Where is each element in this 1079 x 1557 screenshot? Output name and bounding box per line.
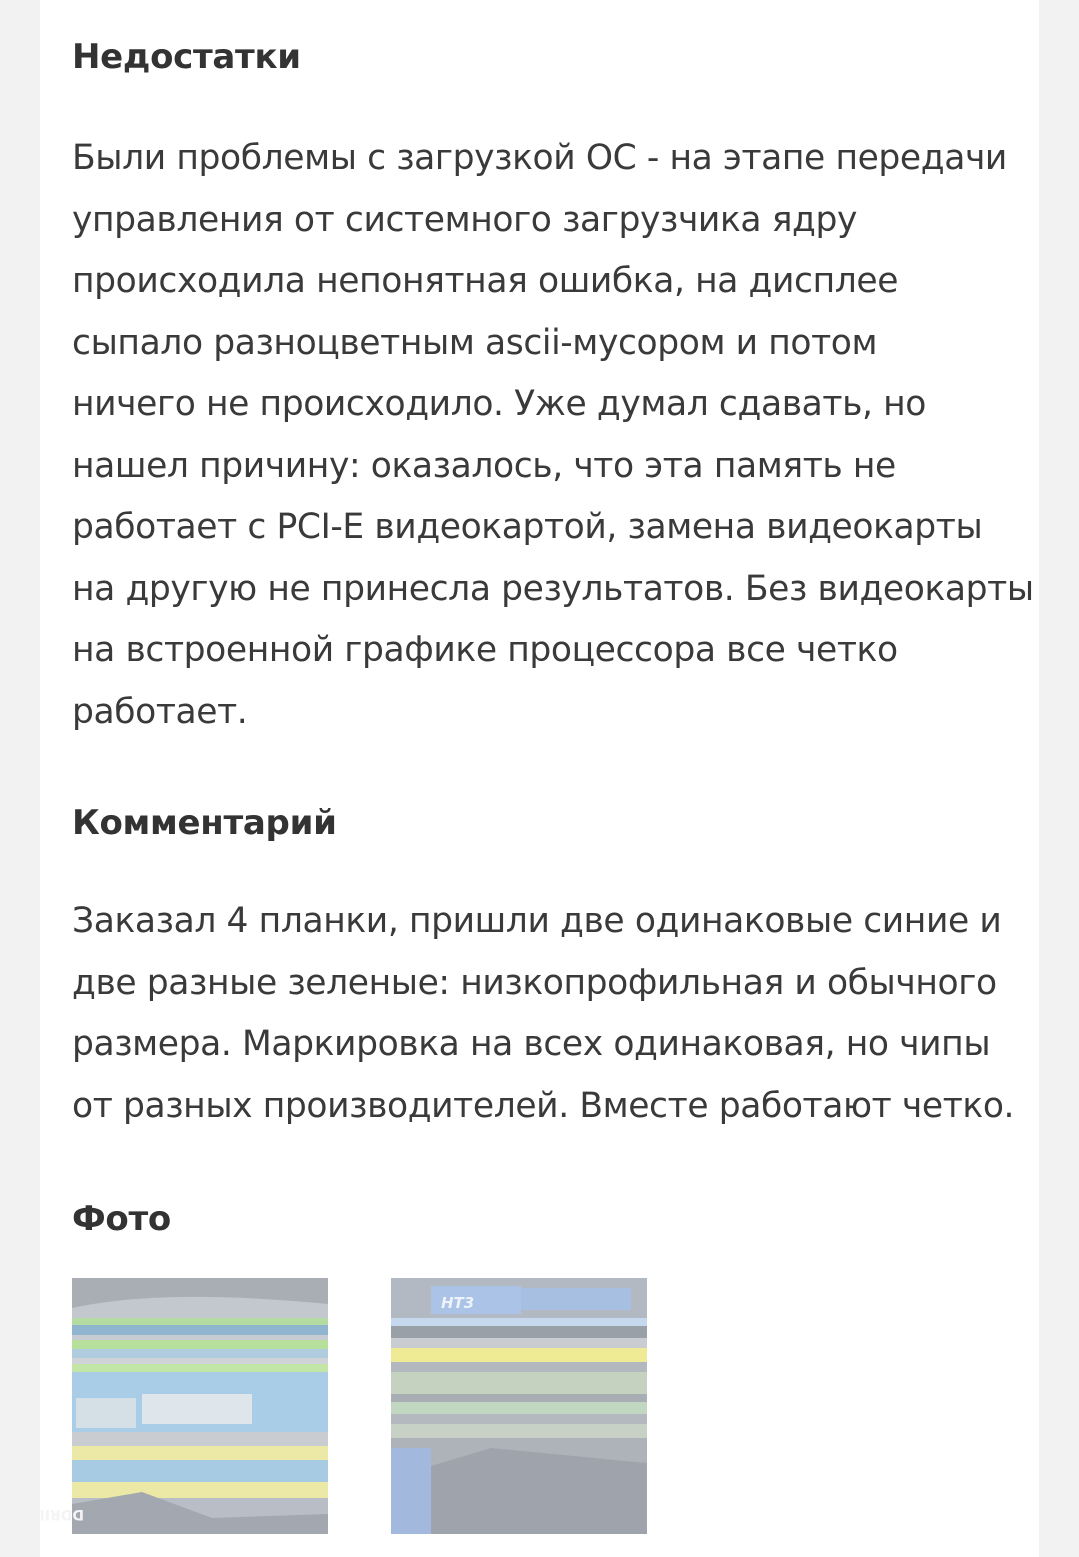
cons-line: нашел причину: оказалось, что эта память не — [72, 445, 896, 486]
comment-heading: Комментарий — [72, 803, 337, 843]
ram-modules-photo — [39, 1278, 328, 1534]
cons-line: на другую не принесла результатов. Без видеокарты — [72, 568, 1034, 609]
photos-heading: Фото — [72, 1199, 171, 1239]
comment-text — [72, 891, 1022, 1137]
cons-line: Были проблемы с загрузкой ОС - на этапе передачи — [72, 138, 1007, 178]
cons-heading: Недостатки — [72, 37, 301, 77]
cons-line: на встроенной графике процессора все четко — [72, 630, 898, 670]
photo-thumbnail-1[interactable] — [39, 1278, 328, 1534]
cons-text — [72, 128, 1034, 743]
cons-line: происходила непонятная ошибка, на дисплее — [72, 261, 899, 301]
ram-sticker-text: DDRII — [39, 1506, 84, 1522]
cons-line: сыпало разноцветным ascii-мусором и потом — [72, 322, 878, 363]
cons-line: управления от системного загрузчика ядру — [72, 199, 858, 240]
review-card — [40, 0, 1039, 1557]
cons-line: ничего не происходило. Уже думал сдавать, но — [72, 384, 926, 424]
comment-line: Заказал 4 планки, пришли две одинаковые синие и — [72, 901, 1002, 941]
motherboard-photo — [391, 1278, 647, 1534]
comment-line: две разные зеленые: низкопрофильная и обычного — [72, 962, 997, 1003]
photo-thumbnail-2[interactable] — [391, 1278, 647, 1534]
comment-line: от разных производителей. Вместе работают четко. — [72, 1085, 1015, 1126]
board-label-text: HT3 — [441, 1294, 475, 1312]
comment-line: размера. Маркировка на всех одинаковая, но чипы — [72, 1024, 991, 1064]
cons-line: работает. — [72, 691, 248, 732]
cons-line: работает с PCI-E видеокартой, замена видеокарты — [72, 507, 983, 547]
